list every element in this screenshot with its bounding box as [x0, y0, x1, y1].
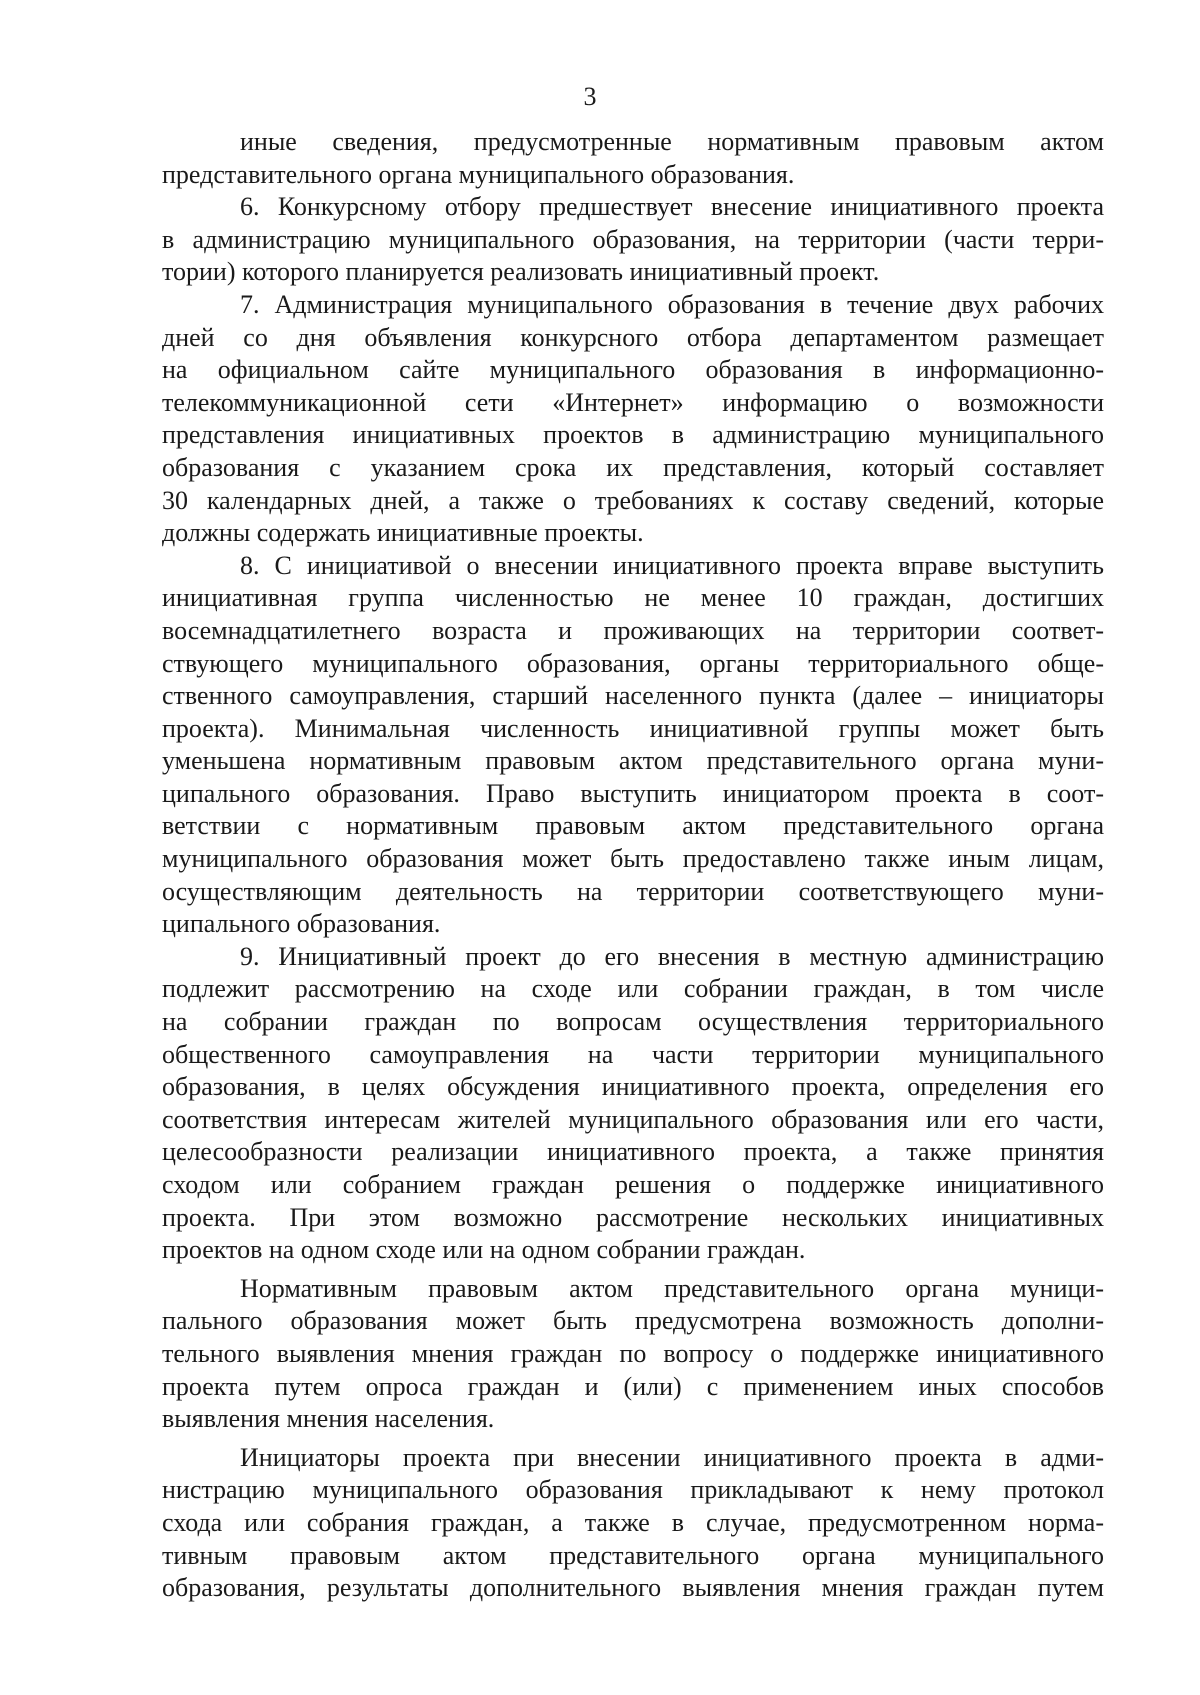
text-line: дней со дня объявления конкурсного отбора департаментом размещает: [162, 322, 1104, 352]
text-line: проекта путем опроса граждан и (или) с применением иных способов: [162, 1371, 1104, 1401]
paragraph: [162, 1273, 1104, 1436]
text-line: целесообразности реализации инициативного проекта, а также принятия: [162, 1137, 1104, 1167]
document-body: [162, 126, 1104, 1605]
text-line: уменьшена нормативным правовым актом представительного органа муни-: [162, 746, 1104, 776]
text-line: телекоммуникационной сети «Интернет» информацию о возможности: [162, 387, 1104, 417]
text-line: общественного самоуправления на части территории муниципального: [162, 1039, 1104, 1069]
text-line: ственного самоуправления, старший населенного пункта (далее – инициаторы: [162, 681, 1104, 711]
paragraph: [162, 550, 1104, 941]
text-line: муниципального образования может быть предоставлено также иным лицам,: [162, 844, 1104, 874]
paragraph: [162, 191, 1104, 289]
text-line: нистрацию муниципального образования прикладывают к нему протокол: [162, 1475, 1104, 1505]
text-line: тельного выявления мнения граждан по вопросу о поддержке инициативного: [162, 1338, 1104, 1368]
text-line: образования, результаты дополнительного выявления мнения граждан путем: [162, 1573, 1104, 1603]
text-line: выявления мнения населения.: [162, 1404, 495, 1434]
text-line: 9. Инициативный проект до его внесения в местную администрацию: [240, 941, 1104, 971]
text-line: проекта. При этом возможно рассмотрение нескольких инициативных: [162, 1202, 1104, 1232]
text-line: иные сведения, предусмотренные нормативным правовым актом: [240, 127, 1104, 156]
text-line: 6. Конкурсному отбору предшествует внесение инициативного проекта: [240, 192, 1104, 222]
text-line: схода или собрания граждан, а также в случае, предусмотренном норма-: [162, 1507, 1104, 1537]
text-line: представительного органа муниципального образования.: [162, 159, 795, 189]
text-line: ветствии с нормативным правовым актом представительного органа: [162, 811, 1104, 841]
paragraph: [162, 289, 1104, 550]
text-line: тории) которого планируется реализовать инициативный проект.: [162, 257, 880, 287]
paragraph: [162, 1442, 1104, 1605]
text-line: 7. Администрация муниципального образования в течение двух рабочих: [240, 289, 1104, 319]
page-number: 3: [583, 82, 597, 111]
text-line: ципального образования.: [162, 909, 441, 939]
text-line: 30 календарных дней, а также о требованиях к составу сведений, которые: [162, 485, 1104, 515]
text-line: в администрацию муниципального образования, на территории (части терри-: [162, 224, 1104, 254]
text-line: соответствия интересам жителей муниципального образования или его части,: [162, 1104, 1104, 1134]
text-line: осуществляющим деятельность на территории соответствующего муни-: [162, 876, 1104, 906]
text-line: образования с указанием срока их представления, который составляет: [162, 452, 1104, 482]
text-line: сходом или собранием граждан решения о поддержке инициативного: [162, 1170, 1104, 1199]
paragraph: [162, 126, 1104, 191]
text-line: инициативная группа численностью не менее 10 граждан, достигших: [162, 583, 1104, 613]
text-line: восемнадцатилетнего возраста и проживающих на территории соответ-: [162, 615, 1104, 645]
paragraph: [162, 941, 1104, 1267]
text-line: на собрании граждан по вопросам осуществления территориального: [162, 1007, 1104, 1037]
text-line: 8. С инициативой о внесении инициативного проекта вправе выступить: [240, 550, 1104, 580]
text-line: на официальном сайте муниципального образования в информационно-: [162, 355, 1104, 385]
text-line: ципального образования. Право выступить инициатором проекта в соот-: [162, 778, 1104, 808]
text-line: образования, в целях обсуждения инициативного проекта, определения его: [162, 1072, 1104, 1102]
text-line: пального образования может быть предусмотрена возможность дополни-: [162, 1306, 1104, 1336]
text-line: ствующего муниципального образования, органы территориального обще-: [162, 648, 1104, 678]
text-line: представления инициативных проектов в администрацию муниципального: [162, 420, 1104, 450]
text-line: подлежит рассмотрению на сходе или собрании граждан, в том числе: [162, 974, 1104, 1004]
text-line: Инициаторы проекта при внесении инициативного проекта в адми-: [240, 1442, 1104, 1472]
text-line: проектов на одном сходе или на одном собрании граждан.: [162, 1235, 806, 1265]
text-line: Нормативным правовым актом представительного органа муници-: [240, 1273, 1104, 1303]
text-line: должны содержать инициативные проекты.: [162, 518, 644, 548]
text-line: проекта). Минимальная численность инициативной группы может быть: [162, 713, 1104, 743]
text-line: тивным правовым актом представительного органа муниципального: [162, 1540, 1104, 1570]
